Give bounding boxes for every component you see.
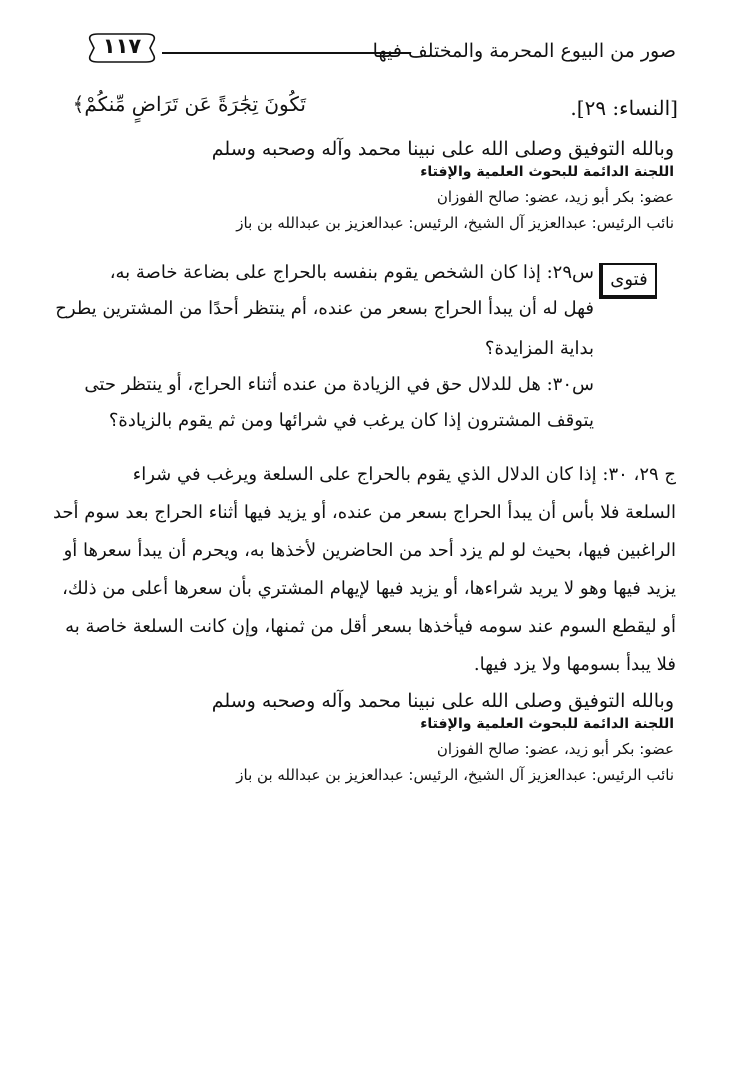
question-line: س٣٠: هل للدلال حق في الزيادة من عنده أثناء الحراج، أو ينتظر حتى: [84, 374, 594, 395]
verse-reference: [النساء: ٢٩].: [570, 96, 678, 120]
closing-prayer: وبالله التوفيق وصلى الله على نبينا محمد وآله وصحبه وسلم: [211, 690, 674, 712]
fatwa-label-box: فتوى: [599, 263, 657, 299]
question-line: يتوقف المشترون إذا كان يرغب في شرائها ومن ثم يقوم بالزيادة؟: [108, 410, 594, 431]
running-header: [86, 30, 676, 74]
answer-line: الراغبين فيها، بحيث لو لم يزد أحد من الحاضرين لأخذها به، ويحرم أن يبدأ سعرها أو: [63, 540, 676, 561]
committee-heads: نائب الرئيس: عبدالعزيز آل الشيخ، الرئيس: عبدالعزيز بن عبدالله بن باز: [236, 214, 674, 232]
answer-line: فلا يبدأ بسومها ولا يزد فيها.: [473, 654, 676, 675]
committee-name: اللجنة الدائمة للبحوث العلمية والإفتاء: [420, 716, 674, 732]
answer-line: يزيد فيها وهو لا يريد شراءها، أو يزيد فيها لإيهام المشتري بأن سعرها أعلى من ذلك،: [62, 578, 676, 599]
answer-line: ج ٢٩، ٣٠: إذا كان الدلال الذي يقوم بالحراج على السلعة ويرغب في شراء: [132, 464, 676, 485]
running-title: صور من البيوع المحرمة والمختلف فيها: [372, 40, 676, 62]
question-line: بداية المزايدة؟: [484, 338, 594, 359]
question-line: فهل له أن يبدأ الحراج بسعر من عنده، أم ينتظر أحدًا من المشترين يطرح: [55, 298, 594, 319]
committee-members: عضو: بكر أبو زيد، عضو: صالح الفوزان: [436, 740, 674, 758]
question-line: س٢٩: إذا كان الشخص يقوم بنفسه بالحراج على بضاعة خاصة به،: [109, 262, 594, 283]
page-number: ١١٧: [102, 34, 142, 58]
quran-verse: تَكُونَ تِجَٰرَةً عَن تَرَاضٍ مِّنكُمْ﴾: [72, 92, 306, 116]
committee-heads: نائب الرئيس: عبدالعزيز آل الشيخ، الرئيس: عبدالعزيز بن عبدالله بن باز: [236, 766, 674, 784]
page-number-frame: [86, 30, 158, 66]
answer-line: السلعة فلا بأس أن يبدأ الحراج بسعر من عنده، أو يزيد فيها أثناء الحراج بعد سوم أحد: [52, 502, 676, 523]
committee-members: عضو: بكر أبو زيد، عضو: صالح الفوزان: [436, 188, 674, 206]
answer-line: أو ليقطع السوم عند سومه فيأخذها بسعر أقل من ثمنها، وإن كانت السلعة خاصة به: [65, 616, 676, 637]
closing-prayer: وبالله التوفيق وصلى الله على نبينا محمد وآله وصحبه وسلم: [211, 138, 674, 160]
committee-name: اللجنة الدائمة للبحوث العلمية والإفتاء: [420, 164, 674, 180]
